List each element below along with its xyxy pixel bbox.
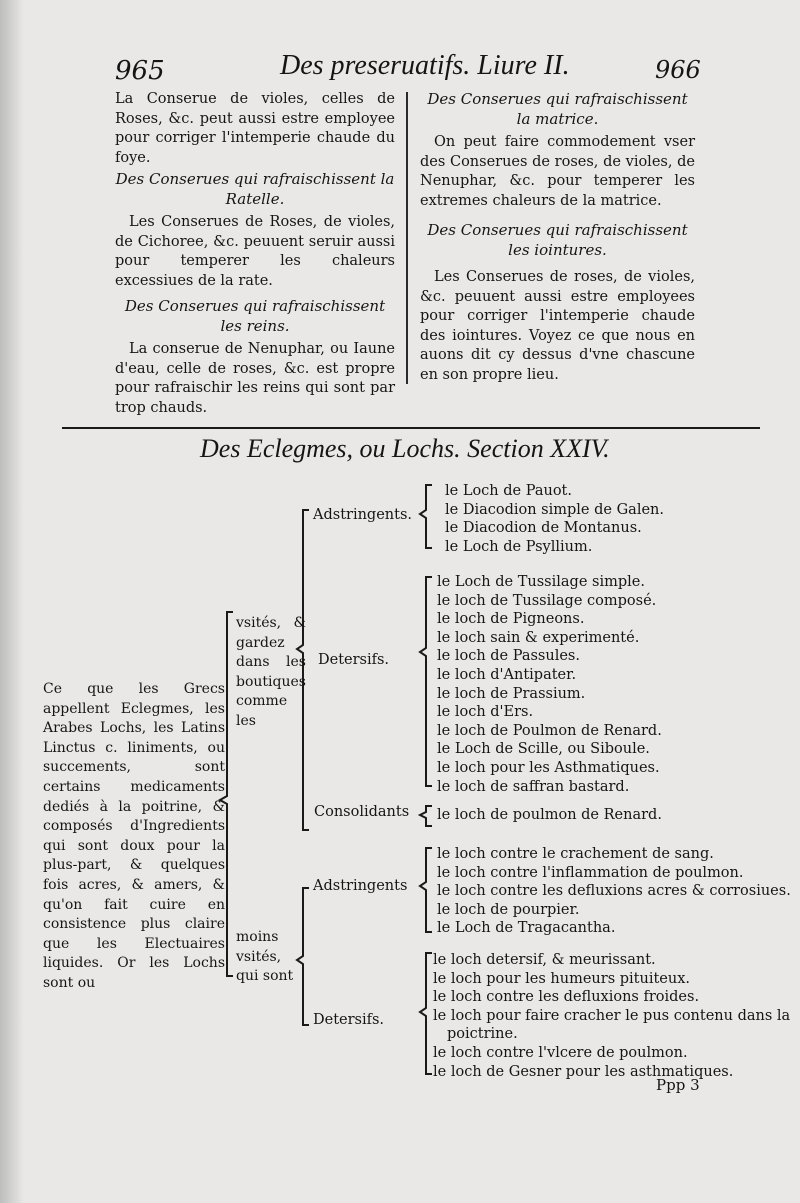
- heading-matrice: Des Conserues qui rafraischissent la matrice.: [427, 90, 688, 128]
- list-item: le Diacodion de Montanus.: [445, 520, 642, 537]
- usites-consolidants-label: Consolidants: [314, 804, 410, 820]
- page-number-left: 965: [115, 56, 165, 86]
- list-item: le Diacodion simple de Galen.: [445, 501, 664, 518]
- list-item: le loch pour les Asthmatiques.: [437, 759, 660, 776]
- brace-moins-detersifs: [420, 953, 432, 1074]
- usites-detersifs-label: Detersifs.: [318, 652, 390, 668]
- list-item: le loch d'Ers.: [437, 704, 534, 721]
- moins-detersifs-label: Detersifs.: [313, 1012, 385, 1028]
- brace-moins-astringents: [420, 848, 432, 932]
- list-item: le loch contre les defluxions froides.: [433, 989, 700, 1006]
- brace-usites-consolidants: [420, 806, 432, 826]
- list-item: le Loch de Pauot.: [445, 483, 572, 499]
- list-item: le loch de Tussilage composé.: [437, 592, 657, 609]
- list-item: le loch pour faire cracher le pus contenu dans la: [433, 1007, 791, 1024]
- tree-root-definition: Ce que les Grecs appellent Eclegmes, les Arabes Lochs, les Latins Linctus c. liniments, ou succements, sont certains medicaments dediés à la poitrine, & composés d'Ingredients qui sont doux pour la plus-part, & quelques fois acres, & amers, & qu'on fait cuire en consistence plus claire que les Electuaires liquides. Or les Lochs sont ou: [43, 681, 225, 991]
- list-item: le loch contre l'vlcere de poulmon.: [433, 1044, 688, 1061]
- heading-iointures: Des Conserues qui rafraischissent les iointures.: [427, 221, 688, 259]
- heading-reins: Des Conserues qui rafraischissent les reins.: [124, 297, 386, 335]
- list-item: le Loch de Psyllium.: [445, 538, 593, 555]
- list-item: le Loch de Scille, ou Siboule.: [437, 741, 650, 758]
- list-usites-astringents: [445, 482, 664, 556]
- list-item: le loch de saffran bastard.: [437, 778, 630, 795]
- moins-astringents-label: Adstringents: [313, 878, 408, 894]
- brace-usites-detersifs: [420, 577, 432, 786]
- section-title: Des Eclegmes, ou Lochs. Section XXIV.: [200, 434, 610, 463]
- list-item: le loch contre l'inflammation de poulmon.: [437, 864, 744, 881]
- brace-usites-astringents: [420, 485, 432, 548]
- list-item-continuation: poictrine.: [447, 1026, 518, 1043]
- list-item: le loch contre les defluxions acres & corrosiues.: [437, 883, 791, 900]
- list-item: le Loch de Tragacantha.: [437, 920, 616, 937]
- list-usites-detersifs: [437, 573, 662, 796]
- paragraph-matrice: On peut faire commodement vser des Conserues de roses, de violes, de Nenuphar, &c. pour temperer les extremes chaleurs de la matrice.: [420, 134, 695, 209]
- list-item: le loch pour les humeurs pituiteux.: [433, 970, 691, 987]
- paragraph-intro: La Conserue de violes, celles de Roses, &c. peut aussi estre employee pour corriger l'intemperie chaude du foye.: [115, 91, 395, 166]
- list-usites-consolidants: [437, 806, 662, 825]
- list-item: le loch de Passules.: [437, 648, 580, 665]
- paragraph-reins: La conserue de Nenuphar, ou Iaune d'eau, celle de roses, &c. est propre pour rafraischir les reins qui sont par trop chauds.: [115, 341, 395, 416]
- list-item: le loch de Prassium.: [437, 685, 586, 702]
- paragraph-iointures: Les Conserues de roses, de violes, &c. peuuent aussi estre employees pour corriger l'intemperie chaude des iointures. Voyez ce que nous en auons dit cy dessus d'vne chascune en son propre lieu.: [420, 269, 695, 383]
- signature-mark: Ppp 3: [656, 1076, 700, 1094]
- list-item: le loch d'Antipater.: [437, 666, 577, 683]
- list-item: le loch detersif, & meurissant.: [433, 952, 656, 968]
- list-item: le loch sain & experimenté.: [437, 629, 640, 646]
- branch-usites-label: vsités, & gardez dans les boutiques comme les: [236, 615, 306, 729]
- list-item: le loch de poulmon de Renard.: [437, 807, 662, 823]
- list-item: le loch de Gesner pour les asthmatiques.: [433, 1063, 734, 1080]
- list-item: le loch contre le crachement de sang.: [437, 846, 714, 862]
- list-moins-astringents: [437, 845, 791, 938]
- usites-astringents-label: Adstringents.: [313, 507, 413, 523]
- list-item: le loch de Poulmon de Renard.: [437, 722, 662, 739]
- list-item: le Loch de Tussilage simple.: [437, 574, 645, 590]
- list-moins-detersifs: [433, 951, 790, 1081]
- list-item: le loch de pourpier.: [437, 901, 580, 918]
- paragraph-ratelle: Les Conserues de Roses, de violes, de Cichoree, &c. peuuent seruir aussi pour temperer les chaleurs excessiues de la rate.: [115, 214, 395, 289]
- list-item: le loch de Pigneons.: [437, 611, 585, 628]
- page-number-right: 966: [655, 56, 701, 84]
- running-title: Des preseruatifs. Liure II.: [280, 50, 570, 81]
- branch-moins-label: moins vsités, qui sont: [236, 929, 294, 985]
- heading-ratelle: Des Conserues qui rafraischissent la Ratelle.: [115, 170, 395, 208]
